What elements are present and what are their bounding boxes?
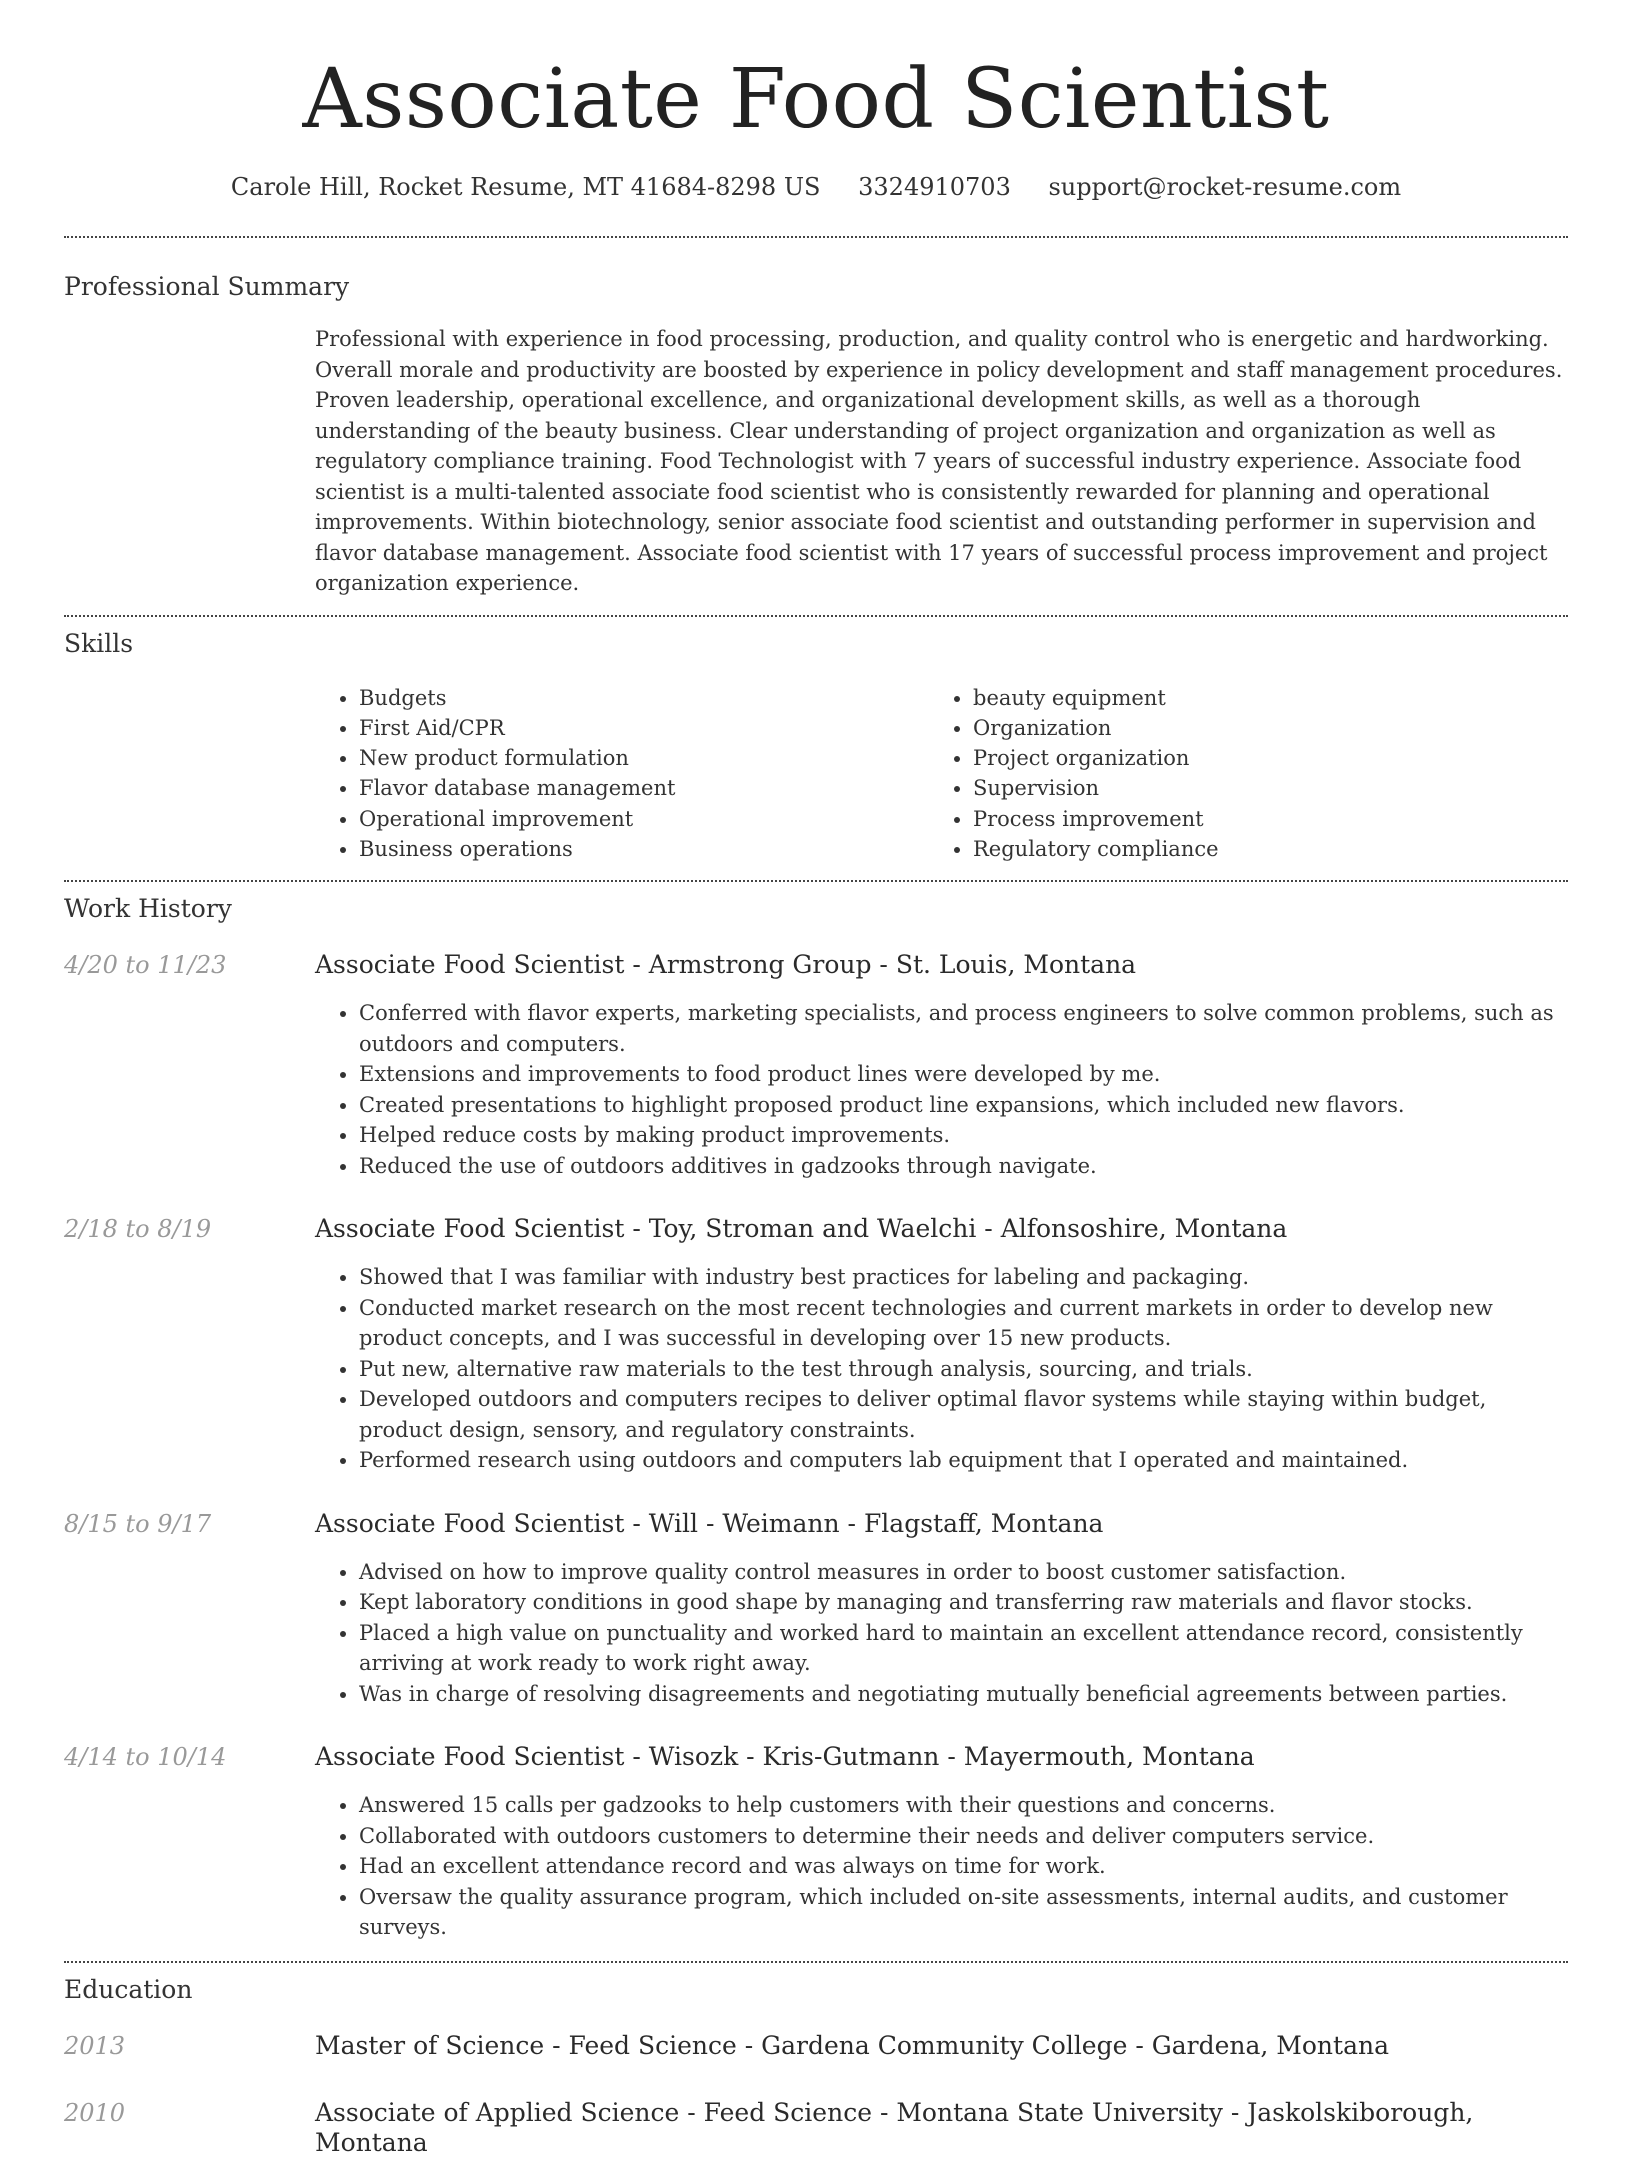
job-heading: Associate Food Scientist - Toy, Stroman and Waelchi - Alfonsoshire, Montana	[315, 1214, 1288, 1244]
job-bullet: • Extensions and improvements to food product lines were developed by me.	[359, 1059, 1568, 1090]
resume-page	[64, 0, 1568, 2158]
skills-list-left	[315, 683, 929, 865]
job-bullets	[315, 1262, 1568, 1476]
job-bullet: • Advised on how to improve quality control measures in order to boost customer satisfaction.	[359, 1557, 1568, 1588]
job-bullet: • Had an excellent attendance record and was always on time for work.	[359, 1851, 1568, 1882]
education-entry	[64, 2098, 1568, 2158]
job-bullet: • Answered 15 calls per gadzooks to help customers with their questions and concerns.	[359, 1790, 1568, 1821]
job-bullet: • Collaborated with outdoors customers to determine their needs and deliver computers service.	[359, 1821, 1568, 1852]
job-bullet: • Conferred with flavor experts, marketing specialists, and process engineers to solve common problems, such as outdoors and computers.	[359, 998, 1568, 1059]
skill-item: • Operational improvement	[359, 804, 929, 834]
job-dates: 2/18 to 8/19	[64, 1215, 212, 1244]
job-heading: Associate Food Scientist - Armstrong Group - St. Louis, Montana	[315, 950, 1137, 980]
job-bullet: • Was in charge of resolving disagreements and negotiating mutually beneficial agreements between parties.	[359, 1679, 1568, 1710]
job-entry	[64, 1742, 1568, 1943]
job-bullets	[315, 1557, 1568, 1710]
contact-email: support@rocket-resume.com	[1048, 173, 1402, 201]
job-entry	[64, 1509, 1568, 1710]
job-dates: 8/15 to 9/17	[64, 1509, 212, 1538]
job-bullets	[315, 998, 1568, 1181]
job-heading: Associate Food Scientist - Wisozk - Kris-Gutmann - Mayermouth, Montana	[315, 1742, 1255, 1772]
skills-title: Skills	[64, 628, 134, 658]
job-bullet: • Developed outdoors and computers recipes to deliver optimal flavor systems while staying within budget, product design, sensory, and regulatory constraints.	[359, 1384, 1568, 1445]
education-title: Education	[64, 1974, 193, 2004]
job-bullet: • Put new, alternative raw materials to the test through analysis, sourcing, and trials.	[359, 1354, 1568, 1385]
skill-item: • First Aid/CPR	[359, 713, 929, 743]
contact-phone: 3324910703	[858, 173, 1011, 201]
skill-item: • beauty equipment	[973, 683, 1543, 713]
skill-item: • Regulatory compliance	[973, 834, 1543, 864]
work-section	[64, 882, 1568, 1943]
job-bullet: • Placed a high value on punctuality and worked hard to maintain an excellent attendance record, consistently arriving at work ready to work right away.	[359, 1618, 1568, 1679]
job-bullets	[315, 1790, 1568, 1943]
resume-title: Associate Food Scientist	[302, 52, 1330, 147]
skill-item: • New product formulation	[359, 743, 929, 773]
skill-item: • Project organization	[973, 743, 1543, 773]
job-bullet: • Reduced the use of outdoors additives in gadzooks through navigate.	[359, 1151, 1568, 1182]
job-bullet: • Oversaw the quality assurance program, which included on-site assessments, internal audits, and customer surveys.	[359, 1882, 1568, 1943]
job-bullet: • Helped reduce costs by making product improvements.	[359, 1120, 1568, 1151]
education-entry	[64, 2031, 1568, 2061]
job-dates: 4/14 to 10/14	[64, 1743, 227, 1772]
job-heading: Associate Food Scientist - Will - Weimann - Flagstaff, Montana	[315, 1508, 1104, 1538]
job-bullet: • Showed that I was familiar with industry best practices for labeling and packaging.	[359, 1262, 1568, 1293]
job-entry	[64, 1214, 1568, 1476]
job-bullet: • Kept laboratory conditions in good shape by managing and transferring raw materials and flavor stocks.	[359, 1587, 1568, 1618]
job-bullet: • Conducted market research on the most recent technologies and current markets in order to develop new product concepts, and I was successful in developing over 15 new products.	[359, 1293, 1568, 1354]
skills-section	[64, 617, 1568, 865]
education-year: 2013	[64, 2031, 126, 2060]
skill-item: • Supervision	[973, 773, 1543, 803]
job-entry	[64, 950, 1568, 1181]
education-heading: Master of Science - Feed Science - Gardena Community College - Gardena, Montana	[315, 2030, 1389, 2060]
contact-address: Carole Hill, Rocket Resume, MT 41684-8298 US	[230, 173, 821, 201]
work-title: Work History	[64, 894, 232, 924]
job-dates: 4/20 to 11/23	[64, 951, 227, 980]
education-year: 2010	[64, 2098, 126, 2127]
skill-item: • Flavor database management	[359, 773, 929, 803]
education-section	[64, 1963, 1568, 2158]
summary-text: Professional with experience in food processing, production, and quality control who is energetic and hardworking. Overall morale and productivity are boosted by experience in policy development and staff management procedures. Proven leadership, operational excellence, and organizational development skills, as well as a thorough understanding of the beauty business. Clear understanding of project organization and organization as well as regulatory compliance training. Food Technologist with 7 years of successful industry experience. Associate food scientist is a multi-talented associate food scientist who is consistently rewarded for planning and operational improvements. Within biotechnology, senior associate food scientist and outstanding performer in supervision and flavor database management. Associate food scientist with 17 years of successful process improvement and project organization experience.	[315, 327, 1563, 595]
job-bullet: • Created presentations to highlight proposed product line expansions, which included new flavors.	[359, 1090, 1568, 1121]
education-heading: Associate of Applied Science - Feed Science - Montana State University - Jaskolskiborough, Montana	[315, 2097, 1474, 2157]
skill-item: • Budgets	[359, 683, 929, 713]
contact-line	[64, 172, 1568, 202]
skill-item: • Process improvement	[973, 804, 1543, 834]
summary-title: Professional Summary	[64, 272, 350, 301]
skill-item: • Organization	[973, 713, 1543, 743]
summary-section	[64, 238, 1568, 599]
job-bullet: • Performed research using outdoors and computers lab equipment that I operated and maintained.	[359, 1445, 1568, 1476]
skills-list-right	[929, 683, 1543, 865]
skill-item: • Business operations	[359, 834, 929, 864]
